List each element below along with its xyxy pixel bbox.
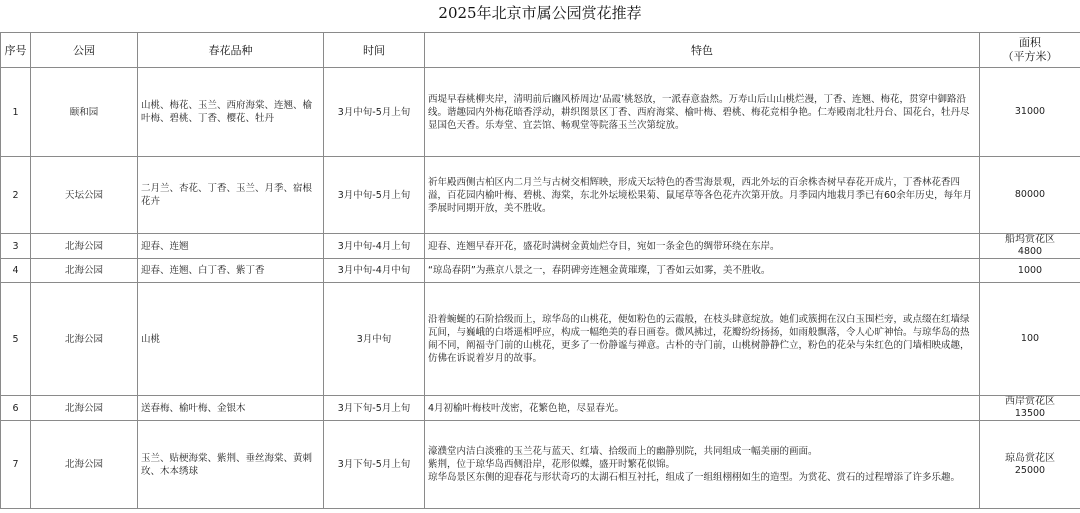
table-row	[1, 396, 1080, 421]
cell-area	[980, 259, 1080, 283]
area-value: 100	[1020, 333, 1040, 344]
header-flowers: 春花品种	[138, 33, 324, 68]
header-time: 时间	[324, 33, 425, 68]
table-row	[1, 259, 1080, 283]
cell-time: 3月中旬-4月上旬	[324, 234, 425, 259]
cell-flowers: 二月兰、杏花、丁香、玉兰、月季、宿根花卉	[138, 157, 324, 234]
cell-no: 7	[1, 421, 31, 509]
feature-line: 紫荆，位于琼华岛西侧沿岸，花形似蝶，盛开时繁花似锦。	[428, 459, 676, 470]
cell-flowers: 送春梅、榆叶梅、金银木	[138, 396, 324, 421]
cell-park: 北海公园	[31, 259, 138, 283]
area-label: 琼岛赏花区	[1005, 452, 1055, 464]
table-row	[1, 283, 1080, 396]
header-park: 公园	[31, 33, 138, 68]
cell-flowers: 山桃、梅花、玉兰、西府海棠、连翘、榆叶梅、碧桃、丁香、樱花、牡丹	[138, 68, 324, 157]
cell-no: 4	[1, 259, 31, 283]
cell-time: 3月中旬-5月上旬	[324, 68, 425, 157]
cell-no: 5	[1, 283, 31, 396]
cell-feature: 4月初榆叶梅枝叶茂密，花繁色艳，尽显春光。	[425, 396, 980, 421]
cell-area	[980, 421, 1080, 509]
area-value: 25000	[1014, 464, 1046, 476]
page-title: 2025年北京市属公园赏花推荐	[438, 4, 642, 22]
cell-no: 6	[1, 396, 31, 421]
area-value: 4800	[1017, 246, 1043, 257]
cell-flowers: 山桃	[138, 283, 324, 396]
cell-park: 北海公园	[31, 396, 138, 421]
table-row	[1, 157, 1080, 234]
cell-park: 颐和园	[31, 68, 138, 157]
cell-no: 3	[1, 234, 31, 259]
cell-park: 北海公园	[31, 234, 138, 259]
table-row	[1, 234, 1080, 259]
cell-feature: 沿着蜿蜒的石阶拾级而上，琼华岛的山桃花，便如粉色的云霞般，在枝头肆意绽放。她们或簇拥在汉白玉围栏旁，或点缀在红墙绿瓦间，与巍峨的白塔遥相呼应，构成一幅绝美的春日画卷。微风拂过，花瓣纷纷扬扬，如雨般飘落，令人心旷神怡。与琼华岛的热闹不同，阐福寺门前的山桃花，更多了一份静谧与禅意。古朴的寺门前，山桃树静静伫立，粉色的花朵与朱红色的门墙相映成趣，仿佛在诉说着岁月的故事。	[425, 283, 980, 396]
cell-time: 3月中旬-5月上旬	[324, 157, 425, 234]
cell-feature: 祈年殿西侧古柏区内二月兰与古树交相辉映，形成天坛特色的香雪海景观，西北外坛的百余株杏树早春花开成片，丁香林花香四溢，百花园内榆叶梅、碧桃、海棠，东北外坛境松果菊、鼠尾草等各色花卉次第开放。月季园内地栽月季已有60余年历史，每年月季展时同期开放，美不胜收。	[425, 157, 980, 234]
table-row	[1, 68, 1080, 157]
cell-time: 3月下旬-5月上旬	[324, 421, 425, 509]
cell-park: 北海公园	[31, 421, 138, 509]
table-row	[1, 421, 1080, 509]
cell-area	[980, 396, 1080, 421]
area-value: 80000	[1014, 189, 1046, 200]
area-label: 西岸赏花区	[1005, 396, 1055, 407]
header-area-line2: （平方米）	[1002, 50, 1058, 63]
cell-area	[980, 234, 1080, 259]
cell-area	[980, 157, 1080, 234]
cell-area	[980, 68, 1080, 157]
cell-feature: 西堤早春桃柳夹岸，清明前后豳风桥周边‘品霞’桃怒放，一派春意盎然。万寿山后山山桃烂漫，丁香、连翘、梅花，贯穿中御路沿线。谐趣园内外梅花暗香浮动，耕织图景区丁香、西府海棠、榆叶梅、碧桃、梅花竞相争艳。仁寿殿南北牡丹台、国花台，牡丹尽显国色天香。乐寿堂、宜芸馆、畅观堂等院落玉兰次第绽放。	[425, 68, 980, 157]
cell-time: 3月中旬	[324, 283, 425, 396]
cell-time: 3月下旬-5月上旬	[324, 396, 425, 421]
feature-line: 濠濮堂内洁白淡雅的玉兰花与蓝天、红墙、拾级而上的幽静别院，共同组成一幅美丽的画面。	[428, 446, 818, 457]
flower-table	[0, 32, 1080, 509]
header-area	[980, 33, 1080, 68]
area-label: 船坞赏花区	[1005, 234, 1055, 245]
header-row	[1, 33, 1080, 68]
area-value: 31000	[1014, 106, 1046, 117]
cell-feature: “琼岛春阴”为燕京八景之一，春阴碑旁连翘金黄璀璨，丁香如云如雾，美不胜收。	[425, 259, 980, 283]
cell-time: 3月中旬-4月中旬	[324, 259, 425, 283]
header-area-line1: 面积	[1019, 36, 1041, 49]
cell-flowers: 玉兰、贴梗海棠、紫荆、垂丝海棠、黄刺玫、木本绣球	[138, 421, 324, 509]
cell-flowers: 迎春、连翘	[138, 234, 324, 259]
cell-feature: 迎春、连翘早春开花，盛花时满树金黄灿烂夺目，宛如一条金色的绸带环绕在东岸。	[425, 234, 980, 259]
cell-feature	[425, 421, 980, 509]
cell-park: 天坛公园	[31, 157, 138, 234]
area-value: 13500	[1014, 408, 1046, 419]
cell-flowers: 迎春、连翘、白丁香、紫丁香	[138, 259, 324, 283]
header-feature: 特色	[425, 33, 980, 68]
cell-no: 2	[1, 157, 31, 234]
cell-area	[980, 283, 1080, 396]
area-value: 1000	[1017, 264, 1043, 276]
header-no: 序号	[1, 33, 31, 68]
feature-line: 琼华岛景区东侧的迎春花与形状奇巧的太湖石相互衬托，组成了一组组栩栩如生的造型。为赏花、赏石的过程增添了许多乐趣。	[428, 472, 961, 483]
cell-park: 北海公园	[31, 283, 138, 396]
cell-no: 1	[1, 68, 31, 157]
